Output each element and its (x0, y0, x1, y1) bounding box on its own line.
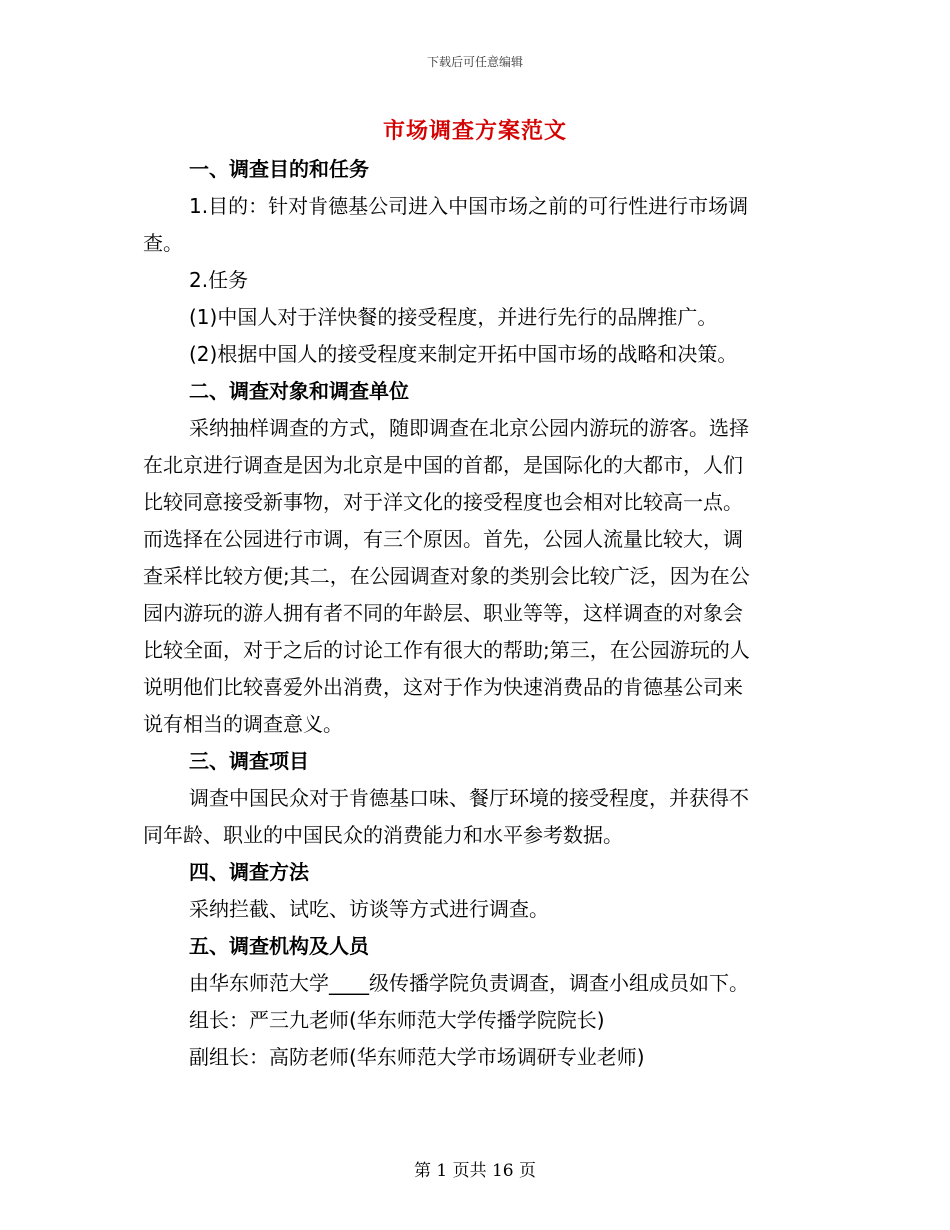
paragraph-line: 副组长：高防老师(华东师范大学市场调研专业老师) (189, 1045, 645, 1069)
page-header: 下载后可任意编辑 (426, 55, 523, 69)
section-heading-3: 三、调查项目 (189, 749, 309, 773)
paragraph-line: 2.任务 (189, 268, 249, 292)
paragraph-line: 比较全面，对于之后的讨论工作有很大的帮助;第三，在公园游玩的人 (143, 638, 750, 662)
section-heading-2: 二、调查对象和调查单位 (189, 379, 409, 403)
section-heading-1: 一、调查目的和任务 (189, 157, 369, 181)
paragraph-line: 比较同意接受新事物，对于洋文化的接受程度也会相对比较高一点。 (143, 490, 743, 514)
paragraph-line: 园内游玩的游人拥有者不同的年龄层、职业等等，这样调查的对象会 (143, 601, 743, 625)
section-heading-5: 五、调查机构及人员 (189, 934, 369, 958)
paragraph-line: 组长：严三九老师(华东师范大学传播学院院长) (189, 1008, 605, 1032)
paragraph-line: 说明他们比较喜爱外出消费，这对于作为快速消费品的肯德基公司来 (143, 675, 743, 699)
paragraph-line: 调查中国民众对于肯德基口味、餐厅环境的接受程度，并获得不 (189, 786, 749, 810)
paragraph-line: 而选择在公园进行市调，有三个原因。首先，公园人流量比较大，调 (143, 527, 743, 551)
paragraph-line: 说有相当的调查意义。 (143, 712, 343, 736)
paragraph-line: 采纳抽样调查的方式，随即调查在北京公园内游玩的游客。选择 (189, 416, 749, 440)
paragraph-line: 查采样比较方便;其二，在公园调查对象的类别会比较广泛，因为在公 (143, 564, 750, 588)
paragraph-line: (2)根据中国人的接受程度来制定开拓中国市场的战略和决策。 (189, 342, 738, 366)
paragraph-line: 由华东师范大学____级传播学院负责调查，调查小组成员如下。 (189, 971, 749, 995)
document-title: 市场调查方案范文 (382, 119, 567, 144)
paragraph-line: 查。 (143, 231, 183, 255)
paragraph-line: (1)中国人对于洋快餐的接受程度，并进行先行的品牌推广。 (189, 305, 718, 329)
paragraph-line: 1.目的：针对肯德基公司进入中国市场之前的可行性进行市场调 (189, 194, 749, 218)
page-footer: 第 1 页共 16 页 (413, 1161, 537, 1181)
section-heading-4: 四、调查方法 (189, 860, 309, 884)
paragraph-line: 采纳拦截、试吃、访谈等方式进行调查。 (189, 897, 549, 921)
paragraph-line: 在北京进行调查是因为北京是中国的首都，是国际化的大都市，人们 (143, 453, 743, 477)
paragraph-line: 同年龄、职业的中国民众的消费能力和水平参考数据。 (143, 823, 623, 847)
